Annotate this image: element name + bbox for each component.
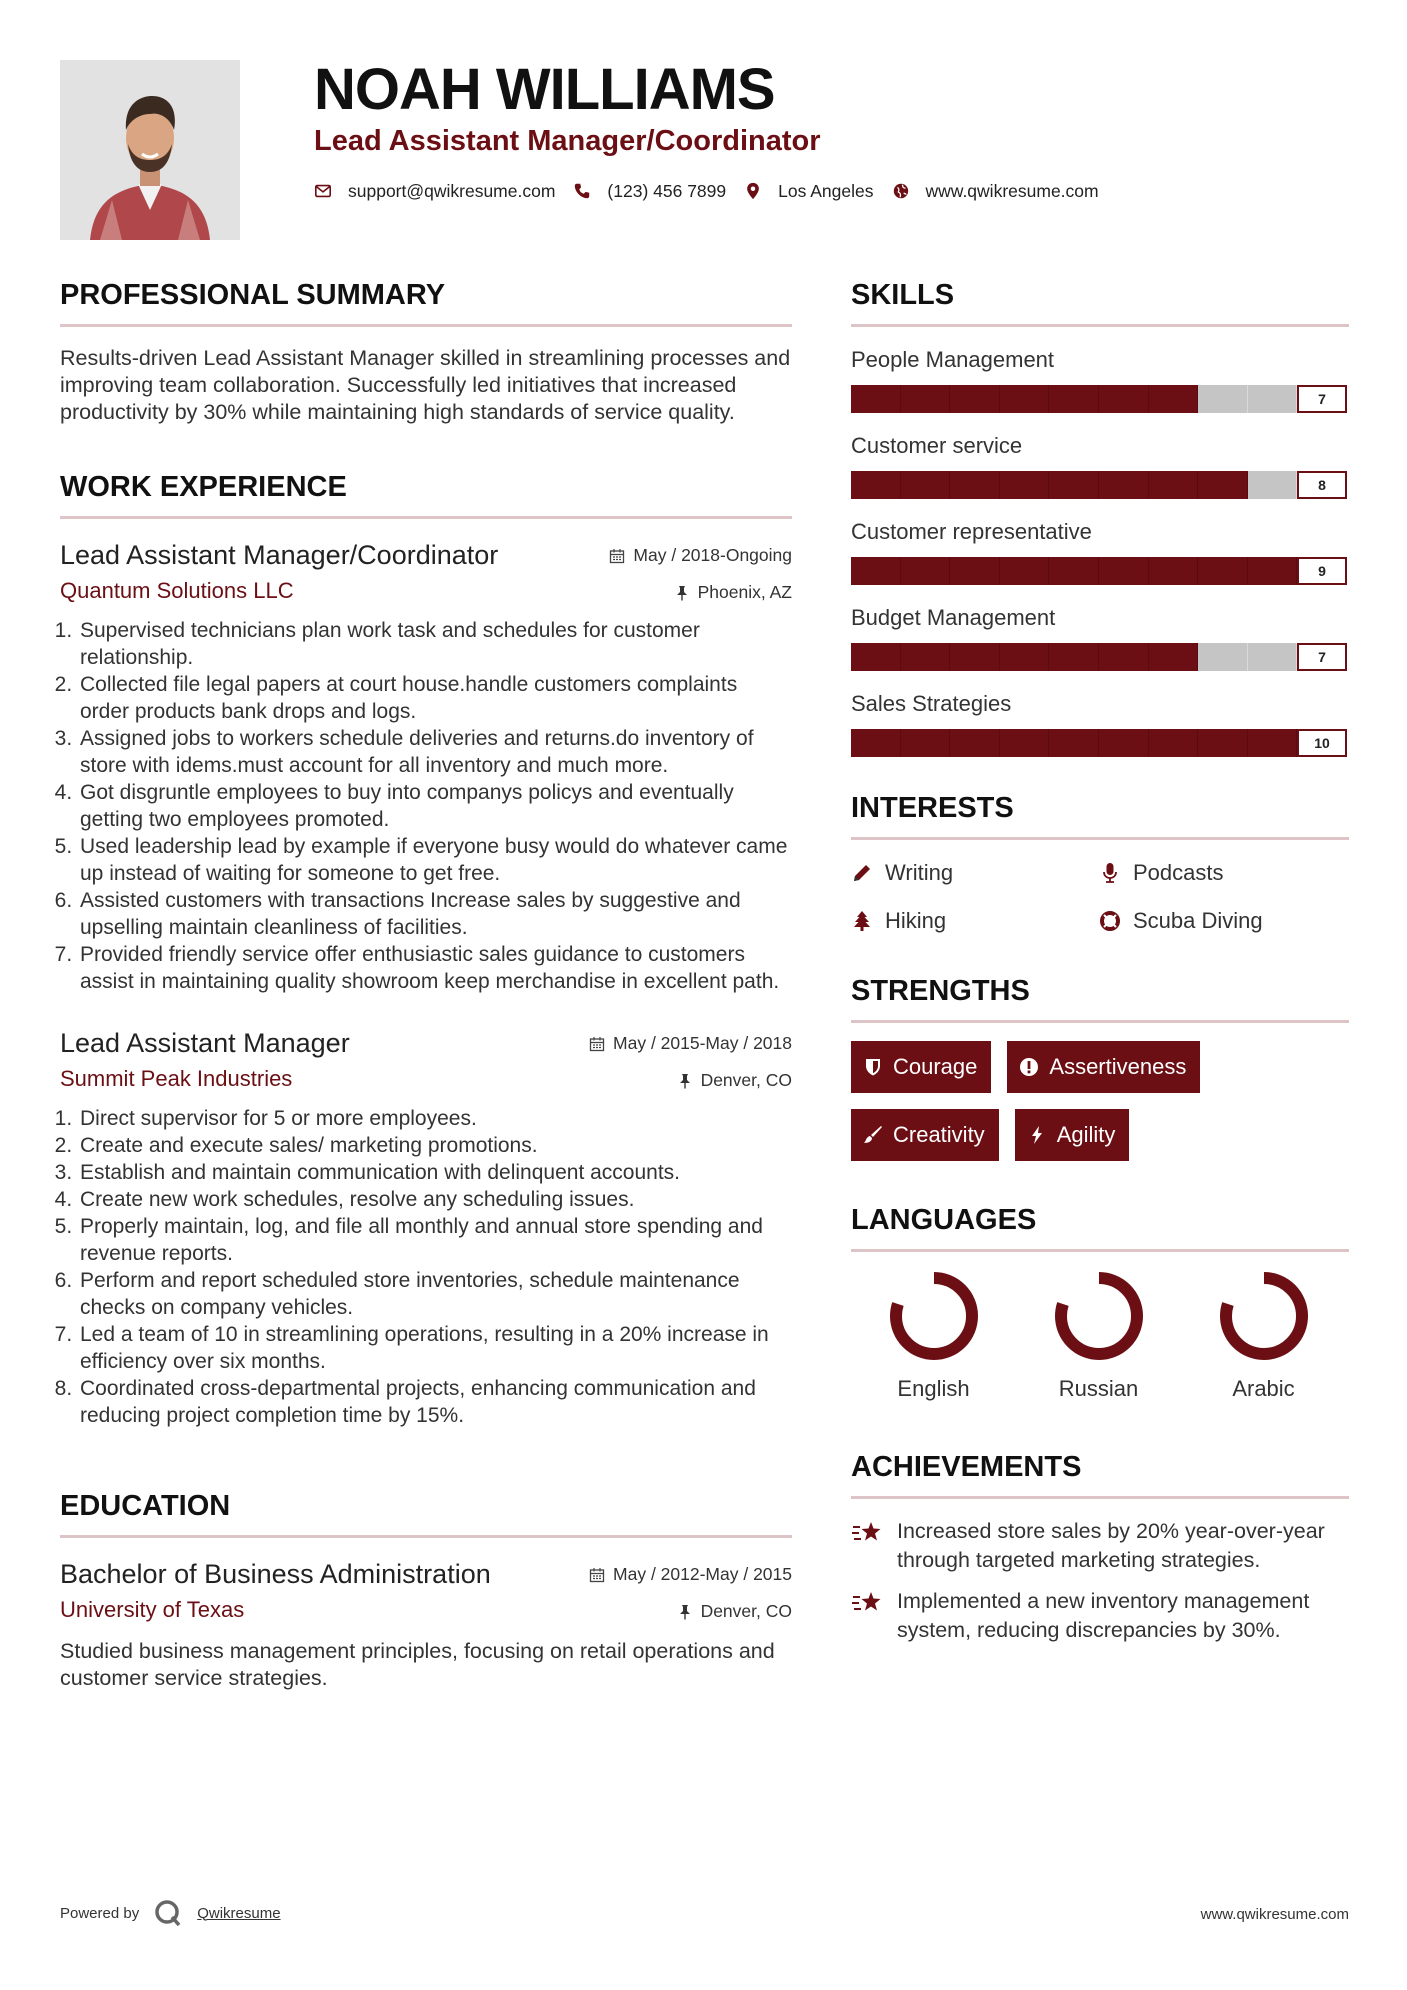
calendar-icon — [589, 1036, 605, 1052]
skill-bar-segment — [1049, 385, 1099, 413]
duty-item: 1. Supervised technicians plan work task and schedules for customer relationship. — [78, 617, 792, 671]
skill-bar-segment — [950, 557, 1000, 585]
job-duties — [60, 1105, 792, 1429]
education-divider — [60, 1535, 792, 1538]
duty-item: 7. Led a team of 10 in streamlining operations, resulting in a 20% increase in efficiency over six months. — [78, 1321, 792, 1375]
job-duties — [60, 617, 792, 995]
candidate-title: Lead Assistant Manager/Coordinator — [314, 125, 821, 157]
interests-heading: INTERESTS — [851, 792, 1014, 824]
achievement-item — [851, 1517, 1349, 1575]
strength-label: Assertiveness — [1049, 1054, 1187, 1079]
degree-title: Bachelor of Business Administration — [60, 1559, 491, 1589]
skill-name: Customer service — [851, 433, 1023, 458]
skill-bar-segment — [950, 729, 1000, 757]
duty-item: 2. Collected file legal papers at court house.handle customers complaints order products bank drops and logs. — [78, 671, 792, 725]
strength-label: Agility — [1056, 1122, 1116, 1147]
interests-section — [851, 783, 1349, 936]
strengths-divider — [851, 1020, 1349, 1023]
skill-bar-segment — [1049, 729, 1099, 757]
shield-icon — [863, 1057, 883, 1077]
education-location-text: Denver, CO — [700, 1601, 792, 1621]
achievements-divider — [851, 1496, 1349, 1499]
skill-bar-segment — [1248, 385, 1298, 413]
website-text: www.qwikresume.com — [925, 180, 1099, 201]
strengths-heading: STRENGTHS — [851, 975, 1030, 1007]
skill-bar-segment — [1099, 643, 1149, 671]
interest-hiking — [851, 906, 1099, 936]
skill-bar-segment — [1149, 557, 1199, 585]
achievements-section — [851, 1442, 1349, 1645]
duty-item: 2. Create and execute sales/ marketing promotions. — [78, 1132, 792, 1159]
skill-bar-segment — [950, 643, 1000, 671]
skill-bar — [851, 557, 1347, 585]
interest-label: Podcasts — [1133, 860, 1224, 885]
skill-bar-segment — [851, 471, 901, 499]
languages-heading: LANGUAGES — [851, 1204, 1037, 1236]
calendar-icon — [609, 548, 625, 564]
education-date — [589, 1564, 792, 1585]
school-name: University of Texas — [60, 1597, 245, 1622]
shooting-star-icon — [851, 1589, 883, 1617]
skill-bar-segment — [1149, 471, 1199, 499]
skill-bar-segment — [901, 643, 951, 671]
achievement-item — [851, 1587, 1349, 1645]
skills-divider — [851, 324, 1349, 327]
skill-level-value: 9 — [1297, 557, 1347, 585]
skill-name: People Management — [851, 347, 1055, 372]
tree-icon — [851, 910, 873, 932]
interest-writing — [851, 858, 1099, 888]
achievement-text: Implemented a new inventory management system, reducing discrepancies by 30%. — [897, 1589, 1310, 1642]
duty-item: 4. Got disgruntle employees to buy into companys policys and eventually getting two employees promoted. — [78, 779, 792, 833]
interest-label: Writing — [885, 860, 954, 885]
skill-bar-segment — [950, 385, 1000, 413]
globe-icon — [892, 182, 910, 200]
life-ring-icon — [1099, 910, 1121, 932]
skill-level-value: 7 — [1297, 385, 1347, 413]
duty-item: 5. Used leadership lead by example if everyone busy would do whatever came up instead of waiting for someone to get free. — [78, 833, 792, 887]
skill-bar — [851, 729, 1347, 757]
skill-bar-segment — [1099, 471, 1149, 499]
skill-bar-segment — [1149, 729, 1199, 757]
summary-section — [60, 270, 792, 426]
duty-item: 8. Coordinated cross-departmental projects, enhancing communication and reducing project completion time by 15%. — [78, 1375, 792, 1429]
location-text: Los Angeles — [778, 180, 874, 201]
language-name: English — [897, 1376, 970, 1401]
skill-bar-segment — [1248, 557, 1298, 585]
microphone-icon — [1099, 862, 1121, 884]
skill-bar-segment — [901, 729, 951, 757]
education-text: Studied business management principles, focusing on retail operations and customer service strategies. — [60, 1639, 775, 1690]
strength-courage — [851, 1041, 991, 1093]
skill-bar-segment — [901, 557, 951, 585]
skill-bar-segment — [1198, 557, 1248, 585]
skill-bar-segment — [1198, 385, 1248, 413]
skill-bar-segment — [1000, 729, 1050, 757]
duty-item: 7. Provided friendly service offer enthusiastic sales guidance to customers assist in maintaining quality showroom keep merchandise in excellent path. — [78, 941, 792, 995]
language-name: Russian — [1058, 1376, 1139, 1401]
contact-row — [314, 178, 1117, 204]
languages-divider — [851, 1249, 1349, 1252]
interest-scuba-diving — [1099, 906, 1347, 936]
skill-level-value: 10 — [1297, 729, 1347, 757]
job-location-text: Phoenix, AZ — [697, 582, 792, 602]
education-heading: EDUCATION — [60, 1490, 231, 1522]
phone-text: (123) 456 7899 — [607, 180, 727, 201]
skill-bar — [851, 385, 1347, 413]
skill-bar-segment — [851, 385, 901, 413]
achievement-text: Increased store sales by 20% year-over-year through targeted marketing strategies. — [897, 1519, 1325, 1572]
job-title: Lead Assistant Manager/Coordinator — [60, 540, 499, 570]
powered-by-text: Powered by — [60, 1904, 140, 1922]
right-column — [851, 270, 1349, 1657]
skill-bar-segment — [1198, 729, 1248, 757]
pushpin-icon — [677, 1604, 693, 1620]
education-section — [60, 1481, 792, 1692]
job-date — [589, 1033, 792, 1054]
skill-bar-segment — [1049, 471, 1099, 499]
skill-bar-segment — [851, 643, 901, 671]
profile-photo — [60, 60, 240, 240]
language-name: Arabic — [1232, 1376, 1295, 1401]
job-date-text: May / 2018-Ongoing — [633, 545, 792, 565]
skill-bar-segment — [1248, 643, 1298, 671]
summary-divider — [60, 324, 792, 327]
duty-item: 6. Perform and report scheduled store inventories, schedule maintenance checks on company vehicles. — [78, 1267, 792, 1321]
languages-section — [851, 1195, 1349, 1402]
paintbrush-icon — [863, 1125, 883, 1145]
summary-text: Results-driven Lead Assistant Manager skilled in streamlining processes and improving team collaboration. Successfully led initiatives that increased productivity by 30% while maintaining high standards of service quality. — [60, 346, 791, 424]
exclamation-icon — [1019, 1057, 1039, 1077]
pencil-icon — [851, 862, 873, 884]
company-name: Summit Peak Industries — [60, 1066, 293, 1091]
strength-label: Courage — [893, 1054, 978, 1079]
job-entry — [60, 1025, 792, 1429]
skill-name: Customer representative — [851, 519, 1092, 544]
experience-divider — [60, 516, 792, 519]
skill-name: Sales Strategies — [851, 691, 1012, 716]
skill-bar-segment — [950, 471, 1000, 499]
job-location-text: Denver, CO — [700, 1070, 792, 1090]
footer-powered-by — [60, 1898, 281, 1928]
job-location — [674, 582, 792, 603]
education-location — [677, 1601, 792, 1622]
pushpin-icon — [677, 1073, 693, 1089]
interest-podcasts — [1099, 858, 1347, 888]
contact-location — [744, 181, 873, 202]
skill-bar-segment — [1149, 643, 1199, 671]
experience-section — [60, 462, 792, 1429]
person-portrait-icon — [60, 60, 240, 240]
skill-name: Budget Management — [851, 605, 1056, 630]
interests-divider — [851, 837, 1349, 840]
languages-list — [851, 1270, 1349, 1402]
bolt-icon — [1027, 1125, 1047, 1145]
phone-icon — [573, 182, 591, 200]
language-english — [851, 1270, 1016, 1402]
duty-item: 1. Direct supervisor for 5 or more employees. — [78, 1105, 792, 1132]
skill-bar-segment — [1198, 471, 1248, 499]
strength-agility — [1015, 1109, 1130, 1161]
language-arabic — [1181, 1270, 1346, 1402]
duty-item: 6. Assisted customers with transactions Increase sales by suggestive and upselling maintain cleanliness of facilities. — [78, 887, 792, 941]
job-date — [609, 545, 792, 566]
skills-section — [851, 270, 1349, 757]
contact-email[interactable] — [314, 181, 555, 202]
skill-bar-segment — [851, 557, 901, 585]
contact-phone[interactable] — [573, 181, 726, 202]
company-name: Quantum Solutions LLC — [60, 578, 294, 603]
map-marker-icon — [744, 182, 762, 200]
qwikresume-logo-icon — [153, 1898, 183, 1928]
skill-bar-segment — [1248, 471, 1298, 499]
skill-level-value: 8 — [1297, 471, 1347, 499]
language-progress-ring — [888, 1270, 980, 1362]
interest-label: Hiking — [885, 908, 947, 933]
skill-bar-segment — [1000, 643, 1050, 671]
left-column — [60, 270, 792, 1692]
skills-list — [851, 345, 1349, 757]
envelope-icon — [314, 182, 332, 200]
skill-level-value: 7 — [1297, 643, 1347, 671]
skill-bar-segment — [1198, 643, 1248, 671]
shooting-star-icon — [851, 1519, 883, 1547]
summary-heading: PROFESSIONAL SUMMARY — [60, 279, 446, 311]
job-entry — [60, 537, 792, 995]
brand-link[interactable]: Qwikresume — [197, 1904, 281, 1922]
strength-label: Creativity — [893, 1122, 985, 1147]
language-progress-ring — [1053, 1270, 1145, 1362]
skill-bar-segment — [1049, 557, 1099, 585]
duty-item: 5. Properly maintain, log, and file all monthly and annual store spending and revenue reports. — [78, 1213, 792, 1267]
skill-bar-segment — [1248, 729, 1298, 757]
duty-item: 3. Establish and maintain communication with delinquent accounts. — [78, 1159, 792, 1186]
skill-bar-segment — [1099, 557, 1149, 585]
skills-heading: SKILLS — [851, 279, 955, 311]
contact-website[interactable] — [892, 181, 1099, 202]
strength-assertiveness — [1007, 1041, 1200, 1093]
skill-bar-segment — [1049, 643, 1099, 671]
duty-item: 3. Assigned jobs to workers schedule deliveries and returns.do inventory of store with idems.must account for all inventory and much more. — [78, 725, 792, 779]
skill-bar-segment — [851, 729, 901, 757]
skill-bar — [851, 471, 1347, 499]
skill-bar-segment — [901, 385, 951, 413]
strengths-section — [851, 966, 1349, 1161]
footer-url[interactable]: www.qwikresume.com — [1200, 1906, 1349, 1923]
language-progress-ring — [1218, 1270, 1310, 1362]
calendar-icon — [589, 1567, 605, 1583]
job-title: Lead Assistant Manager — [60, 1028, 350, 1058]
achievements-heading: ACHIEVEMENTS — [851, 1451, 1082, 1483]
skill-bar-segment — [1149, 385, 1199, 413]
strength-creativity — [851, 1109, 999, 1161]
skill-bar-segment — [1099, 729, 1149, 757]
language-russian — [1016, 1270, 1181, 1402]
job-date-text: May / 2015-May / 2018 — [613, 1033, 792, 1053]
job-location — [677, 1070, 792, 1091]
experience-heading: WORK EXPERIENCE — [60, 471, 347, 503]
pushpin-icon — [674, 585, 690, 601]
skill-bar-segment — [901, 471, 951, 499]
email-text: support@qwikresume.com — [348, 180, 556, 201]
skill-bar-segment — [1000, 557, 1050, 585]
skill-bar — [851, 643, 1347, 671]
skill-bar-segment — [1099, 385, 1149, 413]
skill-bar-segment — [1000, 471, 1050, 499]
duty-item: 4. Create new work schedules, resolve any scheduling issues. — [78, 1186, 792, 1213]
interest-label: Scuba Diving — [1133, 908, 1263, 933]
candidate-name: NOAH WILLIAMS — [314, 57, 775, 122]
skill-bar-segment — [1000, 385, 1050, 413]
education-date-text: May / 2012-May / 2015 — [613, 1564, 792, 1584]
